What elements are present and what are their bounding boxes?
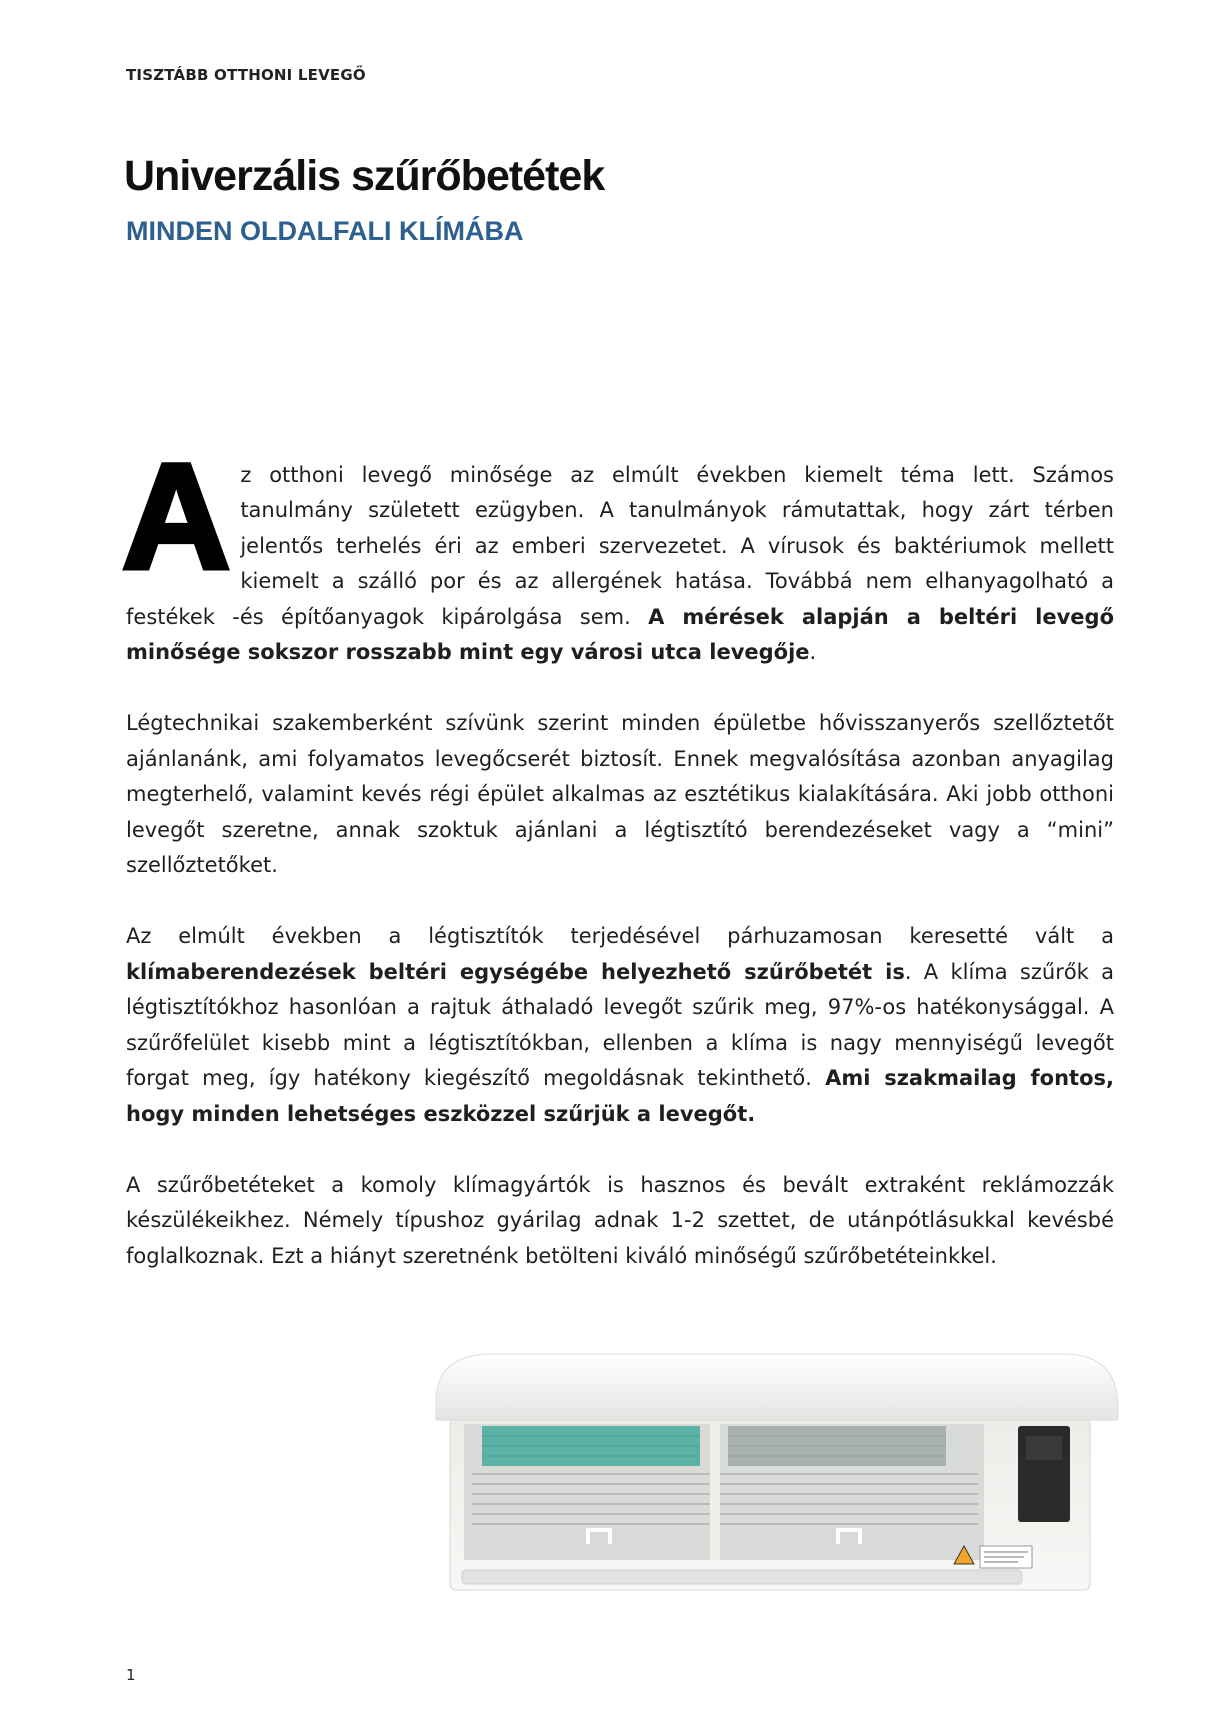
paragraph-4 bbox=[126, 1168, 1114, 1274]
article-body bbox=[122, 432, 1114, 1310]
drop-cap: A bbox=[122, 432, 231, 600]
page-title: Univerzális szűrőbetétek bbox=[124, 152, 605, 200]
air-conditioner-image bbox=[428, 1348, 1120, 1610]
paragraph-3-text-start: Az elmúlt években a légtisztítók terjedésével párhuzamosan keresetté vált a bbox=[126, 924, 1114, 949]
paragraph-3-bold-2: Ami szakmailag fontos, hogy minden lehetséges eszközzel szűrjük a levegőt. bbox=[126, 1066, 1114, 1126]
running-header: TISZTÁBB OTTHONI LEVEGŐ bbox=[126, 66, 366, 84]
paragraph-2 bbox=[126, 706, 1114, 883]
paragraph-3-bold-1: klímaberendezések beltéri egységébe helyezhető szűrőbetét is bbox=[126, 959, 905, 984]
paragraph-4-text: A szűrőbetéteket a komoly klímagyártók is hasznos és bevált extraként reklámozzák készülékeikhez. Némely típushoz gyárilag adnak 1-2 szettet, de utánpótlásukkal kevésbé foglalkoznak. Ezt a hiányt szeretnénk betölteni kiváló minőségű szűrőbetéteinkkel. bbox=[126, 1172, 1114, 1268]
paragraph-1 bbox=[122, 432, 1114, 670]
page-number: 1 bbox=[126, 1666, 136, 1684]
paragraph-2-text: Légtechnikai szakemberként szívünk szerint minden épületbe hővisszanyerős szellőztetőt ajánlanánk, ami folyamatos levegőcserét biztosít. Ennek megvalósítása azonban anyagilag megterhelő, valamint kevés régi épület alkalmas az esztétikus kialakítására. Aki jobb otthoni levegőt szeretne, annak szoktuk ajánlani a légtisztító berendezéseket vagy a “mini” szellőztetőket. bbox=[126, 711, 1114, 878]
paragraph-1-end: . bbox=[809, 640, 817, 665]
paragraph-1-text: z otthoni levegő minősége az elmúlt években kiemelt téma lett. Számos tanulmány született ezügyben. A tanulmányok rámutattak, hogy zárt térben jelentős terhelés éri az emberi szervezetet. A vírusok és baktériumok mellett kiemelt a szálló por és az allergének hatása. Továbbá nem elhanyagolható a festékek -és építőanyagok kipárolgása sem. bbox=[126, 463, 1114, 629]
page-subtitle: MINDEN OLDALFALI KLÍMÁBA bbox=[126, 216, 524, 246]
paragraph-3-text-mid: . A klíma szűrők a légtisztítókhoz hasonlóan a rajtuk áthaladó levegőt szűrik meg, 97%-os hatékonysággal. A szűrőfelület kisebb mint a légtisztítókban, ellenben a klíma is nagy mennyiségű levegőt forgat meg, így hatékony kiegészítő megoldásnak tekinthető. bbox=[126, 959, 1114, 1091]
paragraph-1-bold: A mérések alapján a beltéri levegő minősége sokszor rosszabb mint egy városi utca levegője bbox=[126, 604, 1114, 665]
paragraph-3 bbox=[126, 919, 1114, 1131]
